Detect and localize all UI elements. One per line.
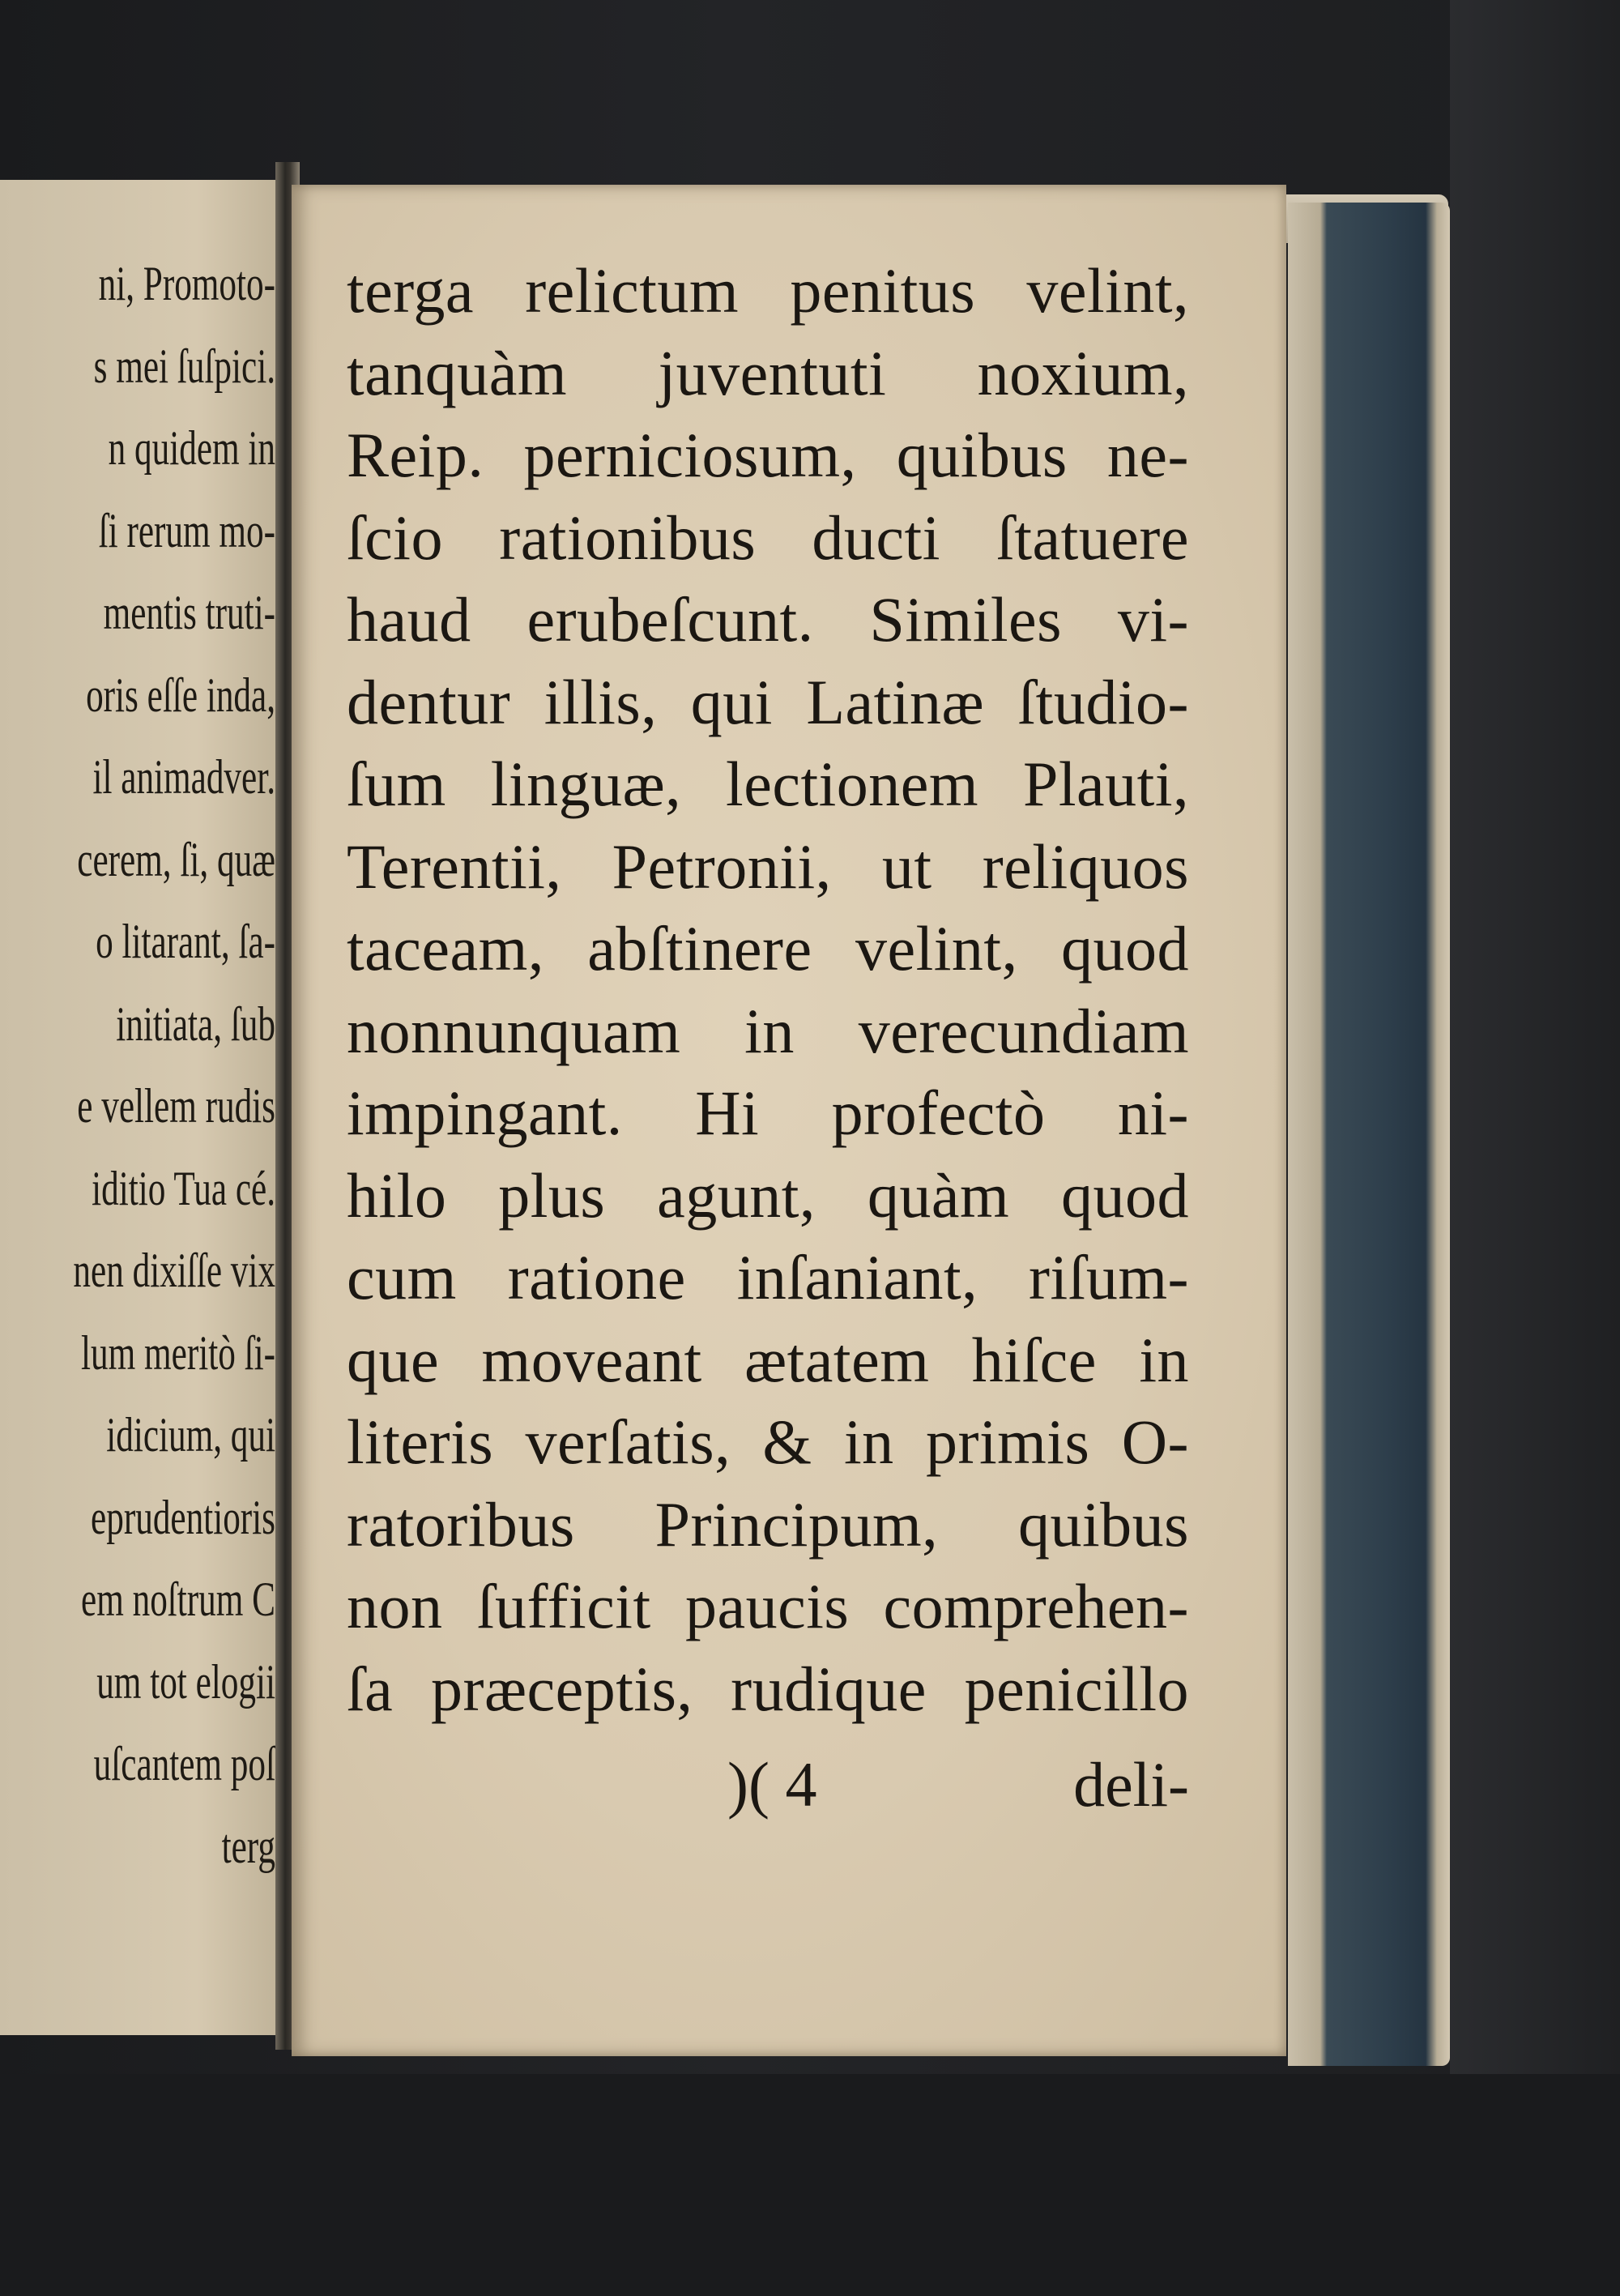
text-line: il animadver.: [92, 750, 275, 804]
text-line: idicium, qui: [106, 1408, 275, 1462]
text-line: nen dixiſſe vix: [73, 1244, 275, 1297]
text-line: ſi rerum mo-: [98, 503, 275, 557]
text-line: ni, Promoto-: [98, 257, 275, 310]
text-line: dentur illis, qui Latinæ ſtudio-: [347, 666, 1189, 737]
page-block-edge: [1288, 203, 1450, 2066]
text-line: n quidem in: [108, 421, 275, 475]
text-line: non ſufficit paucis comprehen-: [347, 1571, 1189, 1641]
text-line: cerem, ſi, quæ: [77, 832, 275, 886]
text-line: em noſtrum C: [81, 1573, 275, 1626]
text-line: ſa præceptis, rudique penicillo: [347, 1653, 1189, 1724]
page-footer: [347, 1748, 1189, 1829]
background-bottom: [0, 2074, 1620, 2296]
text-line: ſum linguæ, lectionem Plauti,: [347, 749, 1189, 819]
text-line: impingant. Hi profectò ni-: [347, 1078, 1189, 1148]
text-line: iditio Tua cé.: [92, 1161, 275, 1215]
text-line: eprudentioris: [91, 1490, 275, 1544]
text-line: o litarant, ſa-: [96, 915, 275, 968]
text-line: lum meritò ſi-: [81, 1325, 275, 1380]
text-line: mentis truti-: [103, 586, 275, 639]
text-line: nonnunquam in verecundiam: [347, 995, 1189, 1066]
text-line: uſcantem poſ: [93, 1737, 275, 1790]
background-right: [1450, 0, 1620, 2296]
previous-page-text: [0, 180, 275, 1888]
text-line: cum ratione inſaniant, riſum-: [347, 1242, 1189, 1312]
text-line: tanquàm juventuti noxium,: [347, 337, 1189, 408]
text-line: Reip. perniciosum, quibus ne-: [347, 420, 1189, 490]
text-line: ſcio rationibus ducti ſtatuere: [347, 501, 1189, 573]
text-line: oris eſſe inda,: [86, 668, 275, 722]
current-page-text: [347, 250, 1189, 1730]
text-line: haud erubeſcunt. Similes vi-: [347, 584, 1189, 655]
text-line: que moveant ætatem hiſce in: [347, 1324, 1189, 1395]
text-line: terga relictum penitus velint,: [347, 255, 1189, 326]
catchword: deli-: [1073, 1749, 1189, 1820]
previous-page: [0, 180, 282, 2035]
text-line: s mei ſuſpici.: [93, 339, 275, 393]
text-line: e vellem rudis: [77, 1079, 275, 1133]
text-line: hilo plus agunt, quàm quod: [347, 1159, 1189, 1231]
text-line: ratoribus Principum, quibus: [347, 1488, 1189, 1560]
signature-mark: )( 4: [727, 1749, 817, 1820]
text-line: initiata, ſub: [116, 996, 275, 1051]
text-line: um tot elogii: [96, 1654, 275, 1709]
text-line: Terentii, Petronii, ut reliquos: [347, 830, 1189, 902]
text-line: literis verſatis, & in primis O-: [347, 1406, 1189, 1477]
text-line: taceam, abſtinere velint, quod: [347, 913, 1189, 984]
text-line: terg: [221, 1819, 275, 1873]
